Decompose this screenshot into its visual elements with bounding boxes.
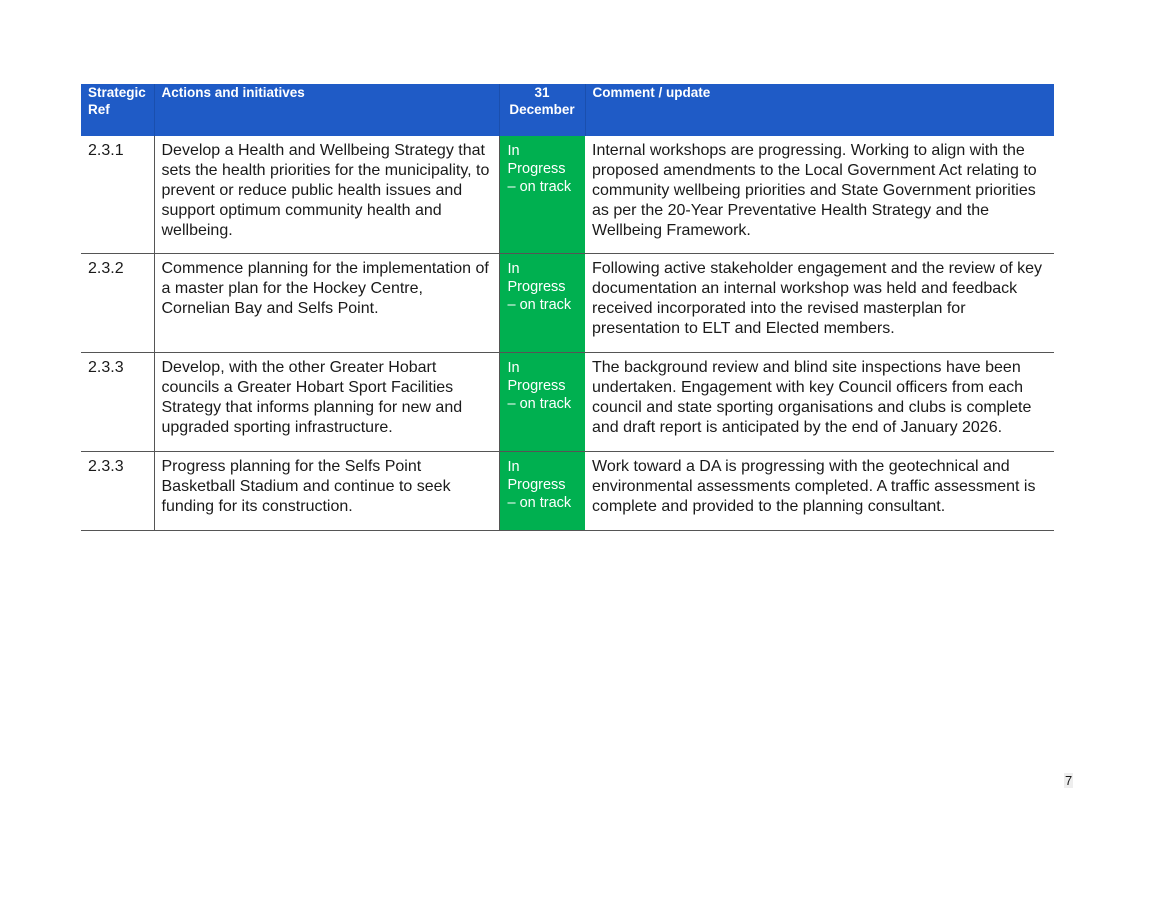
page-number: 7 xyxy=(1065,773,1073,788)
row-ref: 2.3.2 xyxy=(81,254,154,353)
header-comment: Comment / update xyxy=(585,84,1054,136)
table-header-row xyxy=(81,84,1054,136)
row-ref: 2.3.3 xyxy=(81,353,154,452)
row-comment: Internal workshops are progressing. Working to align with the proposed amendments to the Local Government Act relating to community wellbeing priorities and State Government priorities as per the 20-Year Preventative Health Strategy and the Wellbeing Framework. xyxy=(585,136,1054,254)
header-date: 31 December xyxy=(499,84,585,136)
strategy-progress-table xyxy=(81,84,1054,531)
row-action: Commence planning for the implementation of a master plan for the Hockey Centre, Cornelian Bay and Selfs Point. xyxy=(154,254,499,353)
row-status-badge: In Progress – on track xyxy=(499,254,585,353)
row-action: Develop, with the other Greater Hobart councils a Greater Hobart Sport Facilities Strategy that informs planning for new and upgraded sporting infrastructure. xyxy=(154,353,499,452)
header-strategic-ref: Strategic Ref xyxy=(81,84,154,136)
row-status-badge: In Progress – on track xyxy=(499,452,585,531)
row-ref: 2.3.1 xyxy=(81,136,154,254)
row-status-badge: In Progress – on track xyxy=(499,136,585,254)
table-row xyxy=(81,136,1054,254)
row-ref: 2.3.3 xyxy=(81,452,154,531)
row-action: Develop a Health and Wellbeing Strategy that sets the health priorities for the municipality, to prevent or reduce public health issues and support optimum community health and wellbeing. xyxy=(154,136,499,254)
row-status-badge: In Progress – on track xyxy=(499,353,585,452)
row-action: Progress planning for the Selfs Point Basketball Stadium and continue to seek funding for its construction. xyxy=(154,452,499,531)
table-row xyxy=(81,254,1054,353)
table-row xyxy=(81,452,1054,531)
row-comment: Work toward a DA is progressing with the geotechnical and environmental assessments completed. A traffic assessment is complete and provided to the planning consultant. xyxy=(585,452,1054,531)
row-comment: Following active stakeholder engagement and the review of key documentation an internal workshop was held and feedback received incorporated into the revised masterplan for presentation to ELT and Elected members. xyxy=(585,254,1054,353)
row-comment: The background review and blind site inspections have been undertaken. Engagement with key Council officers from each council and state sporting organisations and clubs is complete and draft report is anticipated by the end of January 2026. xyxy=(585,353,1054,452)
table-row xyxy=(81,353,1054,452)
header-actions: Actions and initiatives xyxy=(154,84,499,136)
